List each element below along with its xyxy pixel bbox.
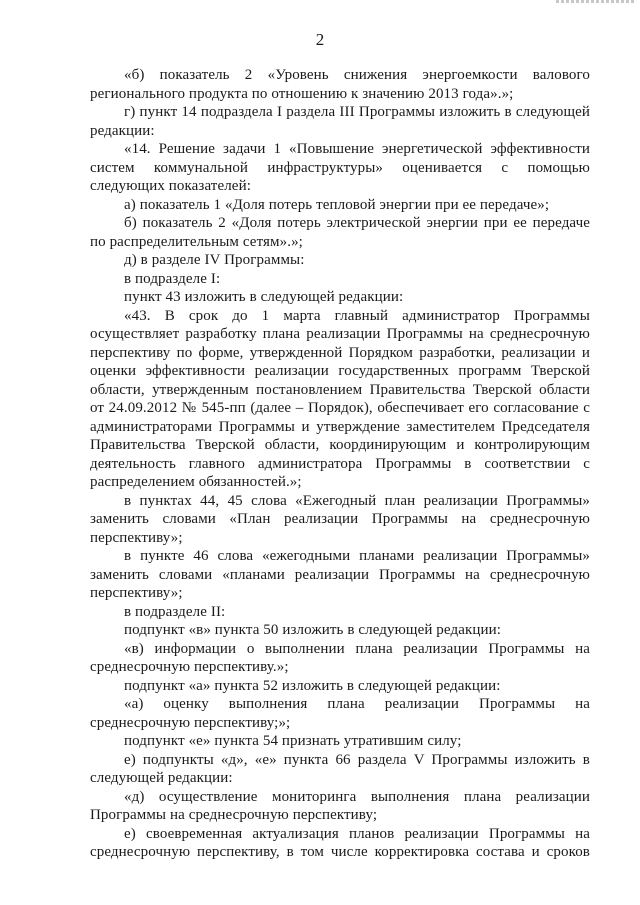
paragraph-14: «в) информации о выполнении плана реализации Программы на среднесрочную перспективу.»; [90,640,590,675]
paragraph-13: подпункт «в» пункта 50 изложить в следующей редакции: [124,622,501,638]
paragraph-1: «б) показатель 2 «Уровень снижения энергоемкости валового регионального продукта по отношению к значению 2013 года».»; [90,67,590,102]
paragraph-17: подпункт «е» пункта 54 признать утратившим силу; [124,733,462,749]
page-number: 2 [315,30,325,49]
paragraph-9: «43. В срок до 1 марта главный администратор Программы осуществляет разработку плана реализации Программы на среднесрочную перспективу по форме, утвержденной Порядком разработки, реализации и оценки эффективности реализации государственных программ Тверской области, утвержденным постановлением Правительства Тверской области от 24.09.2012 № 545-пп (далее – Порядок), обеспечивает его согласование с администраторами Программы и утверждение заместителем Председателя Правительства Тверской области, координирующим и контролирующим деятельность главного администратора Программы в соответствии с распределением обязанностей.»; [90,307,590,490]
paragraph-10: в пунктах 44, 45 слова «Ежегодный план реализации Программы» заменить словами «План реализации Программы на среднесрочную перспективу»; [90,492,590,546]
paragraph-20: е) своевременная актуализация планов реализации Программы на среднесрочную перспективу, в том числе корректировка состава и сроков [90,825,590,860]
paragraph-12: в подразделе II: [124,603,226,620]
paragraph-11: в пункте 46 слова «ежегодными планами реализации Программы» заменить словами «планами реализации Программы на среднесрочную перспективу»; [90,548,590,601]
paragraph-18: е) подпункты «д», «е» пункта 66 раздела V Программы изложить в следующей редакции: [90,751,590,786]
paragraph-16: «а) оценку выполнения плана реализации Программы на среднесрочную перспективу;»; [90,696,590,731]
paragraph-3: «14. Решение задачи 1 «Повышение энергетической эффективности систем коммунальной инфраструктуры» оценивается с помощью следующих показателей: [90,141,590,194]
paragraph-4: а) показатель 1 «Доля потерь тепловой энергии при ее передаче»; [124,196,550,213]
paragraph-6: д) в разделе IV Программы: [124,252,305,268]
paragraph-7: в подразделе I: [124,270,221,287]
paragraph-15: подпункт «а» пункта 52 изложить в следующей редакции: [124,677,501,694]
paragraph-19: «д) осуществление мониторинга выполнения плана реализации Программы на среднесрочную перспективу; [90,788,590,823]
document-body [90,66,590,862]
paragraph-5: б) показатель 2 «Доля потерь электрической энергии при ее передаче по распределительным сетям».»; [90,215,590,250]
paragraph-8: пункт 43 изложить в следующей редакции: [124,289,404,305]
paragraph-2: г) пункт 14 подраздела I раздела III Программы изложить в следующей редакции: [90,104,590,139]
scan-header-mark [556,0,634,3]
